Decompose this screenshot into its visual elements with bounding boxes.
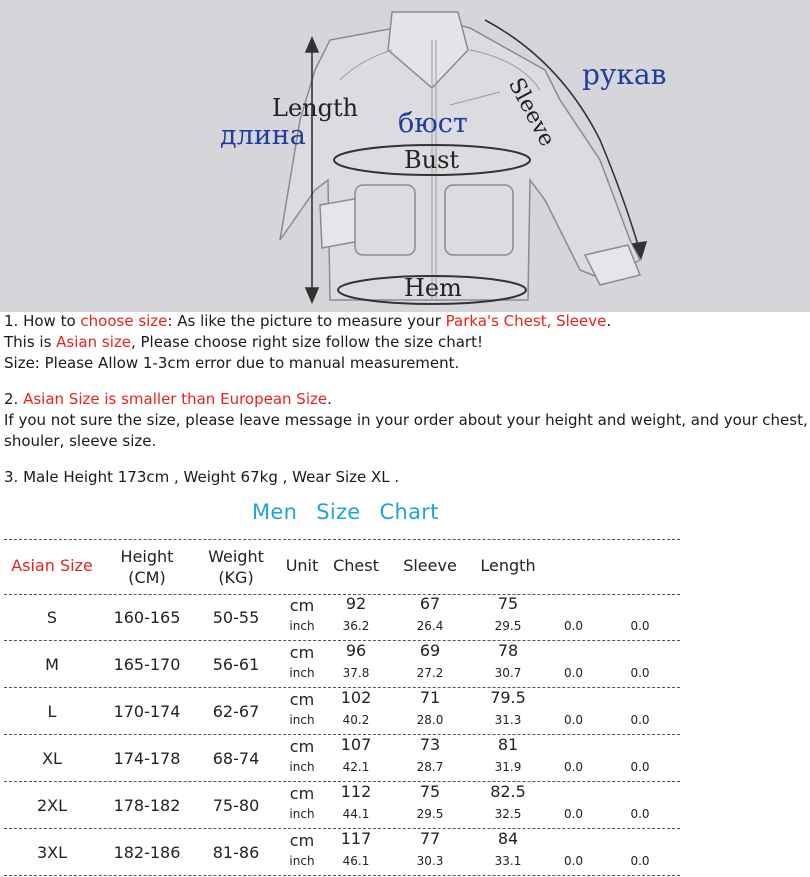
- note-3: 3. Male Height 173cm , Weight 67kg , Wear Size XL .: [4, 468, 400, 486]
- cell-x1: 0.0: [563, 713, 584, 727]
- note-highlight: Asian size: [56, 333, 131, 351]
- cell-weight: 81-86: [212, 843, 260, 862]
- note-text: : As like the picture to measure your: [167, 312, 446, 330]
- cell-length-cm: 75: [497, 594, 519, 613]
- cell-x2: 0.0: [630, 807, 650, 821]
- cell-weight: 75-80: [212, 796, 260, 815]
- cell-unit-cm: cm: [289, 596, 315, 615]
- cell-x1: 0.0: [563, 807, 584, 821]
- cell-sleeve-in: 26.4: [416, 619, 444, 633]
- cell-size: S: [46, 608, 58, 627]
- table-header-row: [4, 539, 680, 595]
- cell-sleeve-in: 29.5: [416, 807, 444, 821]
- cell-weight: 56-61: [212, 655, 260, 674]
- cell-size: M: [45, 655, 59, 674]
- cell-weight: 62-67: [212, 702, 260, 721]
- hem-label-en: Hem: [404, 274, 462, 302]
- cell-x2: 0.0: [630, 760, 650, 774]
- sizing-notes: [4, 311, 808, 488]
- cell-sleeve-in: 30.3: [416, 854, 444, 868]
- sleeve-label-ru: рукав: [582, 58, 667, 91]
- cell-sleeve-cm: 67: [419, 594, 441, 613]
- cell-length-in: 31.9: [494, 760, 522, 774]
- cell-unit-in: inch: [289, 760, 315, 774]
- note-text: 2.: [4, 390, 24, 408]
- cell-unit-cm: cm: [289, 784, 315, 803]
- cell-chest-cm: 92: [345, 594, 367, 613]
- cell-size: XL: [42, 749, 62, 768]
- table-row: [4, 641, 680, 688]
- cell-height: 160-165: [113, 608, 181, 627]
- jacket-measurement-diagram: [0, 0, 810, 312]
- cell-chest-in: 37.8: [342, 666, 370, 680]
- cell-chest-in: 36.2: [342, 619, 370, 633]
- table-row: [4, 829, 680, 876]
- cell-length-cm: 84: [497, 829, 519, 848]
- cell-unit-cm: cm: [289, 831, 315, 850]
- note-text: .: [606, 312, 612, 330]
- cell-sleeve-in: 28.7: [416, 760, 444, 774]
- note-1-line-3: Size: Please Allow 1-3cm error due to manual measurement.: [4, 354, 460, 372]
- table-row: [4, 735, 680, 782]
- cell-unit-cm: cm: [289, 690, 315, 709]
- cell-x1: 0.0: [563, 760, 584, 774]
- cell-height: 174-178: [113, 749, 181, 768]
- header-length: Length: [480, 556, 536, 575]
- note-text: .: [327, 390, 332, 408]
- cell-sleeve-in: 28.0: [416, 713, 444, 727]
- cell-sleeve-cm: 69: [419, 641, 441, 660]
- note-1: [4, 311, 808, 332]
- cell-chest-cm: 107: [340, 735, 372, 754]
- cell-chest-cm: 117: [340, 829, 372, 848]
- cell-chest-in: 46.1: [342, 854, 370, 868]
- table-row: [4, 688, 680, 735]
- cell-height: 165-170: [113, 655, 181, 674]
- cell-unit-in: inch: [289, 619, 315, 633]
- size-chart-title: Men Size Chart: [252, 500, 439, 524]
- cell-length-in: 31.3: [494, 713, 522, 727]
- cell-chest-in: 40.2: [342, 713, 370, 727]
- cell-unit-in: inch: [289, 807, 315, 821]
- cell-sleeve-cm: 75: [419, 782, 441, 801]
- cell-size: 3XL: [36, 843, 68, 862]
- cell-chest-cm: 112: [340, 782, 372, 801]
- note-text: 1. How to: [4, 312, 81, 330]
- cell-unit-in: inch: [289, 713, 315, 727]
- cell-chest-in: 42.1: [342, 760, 370, 774]
- note-text: , Please choose right size follow the size chart!: [130, 333, 483, 351]
- cell-unit-in: inch: [289, 854, 315, 868]
- cell-x2: 0.0: [630, 619, 650, 633]
- bust-label-en: Bust: [404, 146, 460, 174]
- cell-length-in: 30.7: [494, 666, 522, 680]
- cell-x1: 0.0: [563, 619, 584, 633]
- note-highlight: Asian Size is smaller than European Size: [23, 390, 328, 408]
- cell-size: L: [47, 702, 57, 721]
- cell-sleeve-cm: 71: [419, 688, 441, 707]
- cell-height: 182-186: [113, 843, 181, 862]
- cell-chest-cm: 102: [340, 688, 372, 707]
- cell-length-in: 32.5: [494, 807, 522, 821]
- cell-unit-cm: cm: [289, 737, 315, 756]
- cell-x1: 0.0: [563, 854, 584, 868]
- note-text: This is: [4, 333, 57, 351]
- cell-height: 178-182: [113, 796, 181, 815]
- table-row: [4, 594, 680, 641]
- cell-x1: 0.0: [563, 666, 584, 680]
- header-asian-size: Asian Size: [11, 556, 93, 575]
- note-highlight: choose size: [80, 312, 168, 330]
- cell-length-in: 33.1: [494, 854, 522, 868]
- note-1-line-2: [4, 332, 808, 353]
- table-row: [4, 782, 680, 829]
- note-2-line-3: shouler, sleeve size.: [4, 432, 157, 450]
- cell-length-in: 29.5: [494, 619, 522, 633]
- length-label-ru: длина: [220, 120, 306, 151]
- cell-chest-cm: 96: [345, 641, 367, 660]
- bust-label-ru: бюст: [398, 108, 468, 139]
- sleeve-label-en: Sleeve: [502, 74, 560, 151]
- note-2-line-2: If you not sure the size, please leave message in your order about your height and weight, and your chest,: [4, 411, 808, 429]
- cell-chest-in: 44.1: [342, 807, 370, 821]
- cell-length-cm: 79.5: [490, 688, 526, 707]
- header-unit: Unit: [285, 556, 319, 575]
- cell-x2: 0.0: [630, 666, 650, 680]
- cell-unit-in: inch: [289, 666, 315, 680]
- note-highlight: Parka's Chest, Sleeve: [445, 312, 607, 330]
- length-label-en: Length: [272, 94, 359, 122]
- cell-sleeve-cm: 73: [419, 735, 441, 754]
- cell-weight: 68-74: [212, 749, 260, 768]
- cell-x2: 0.0: [630, 713, 650, 727]
- cell-weight: 50-55: [212, 608, 260, 627]
- cell-sleeve-in: 27.2: [416, 666, 444, 680]
- cell-height: 170-174: [113, 702, 181, 721]
- cell-unit-cm: cm: [289, 643, 315, 662]
- cell-x2: 0.0: [630, 854, 650, 868]
- header-height: Height (CM): [120, 547, 174, 587]
- cell-size: 2XL: [36, 796, 68, 815]
- header-chest: Chest: [333, 556, 379, 575]
- header-sleeve: Sleeve: [403, 556, 457, 575]
- note-2: [4, 389, 808, 410]
- cell-length-cm: 78: [497, 641, 519, 660]
- cell-length-cm: 81: [497, 735, 519, 754]
- cell-length-cm: 82.5: [490, 782, 526, 801]
- cell-sleeve-cm: 77: [419, 829, 441, 848]
- header-weight: Weight (KG): [208, 547, 264, 587]
